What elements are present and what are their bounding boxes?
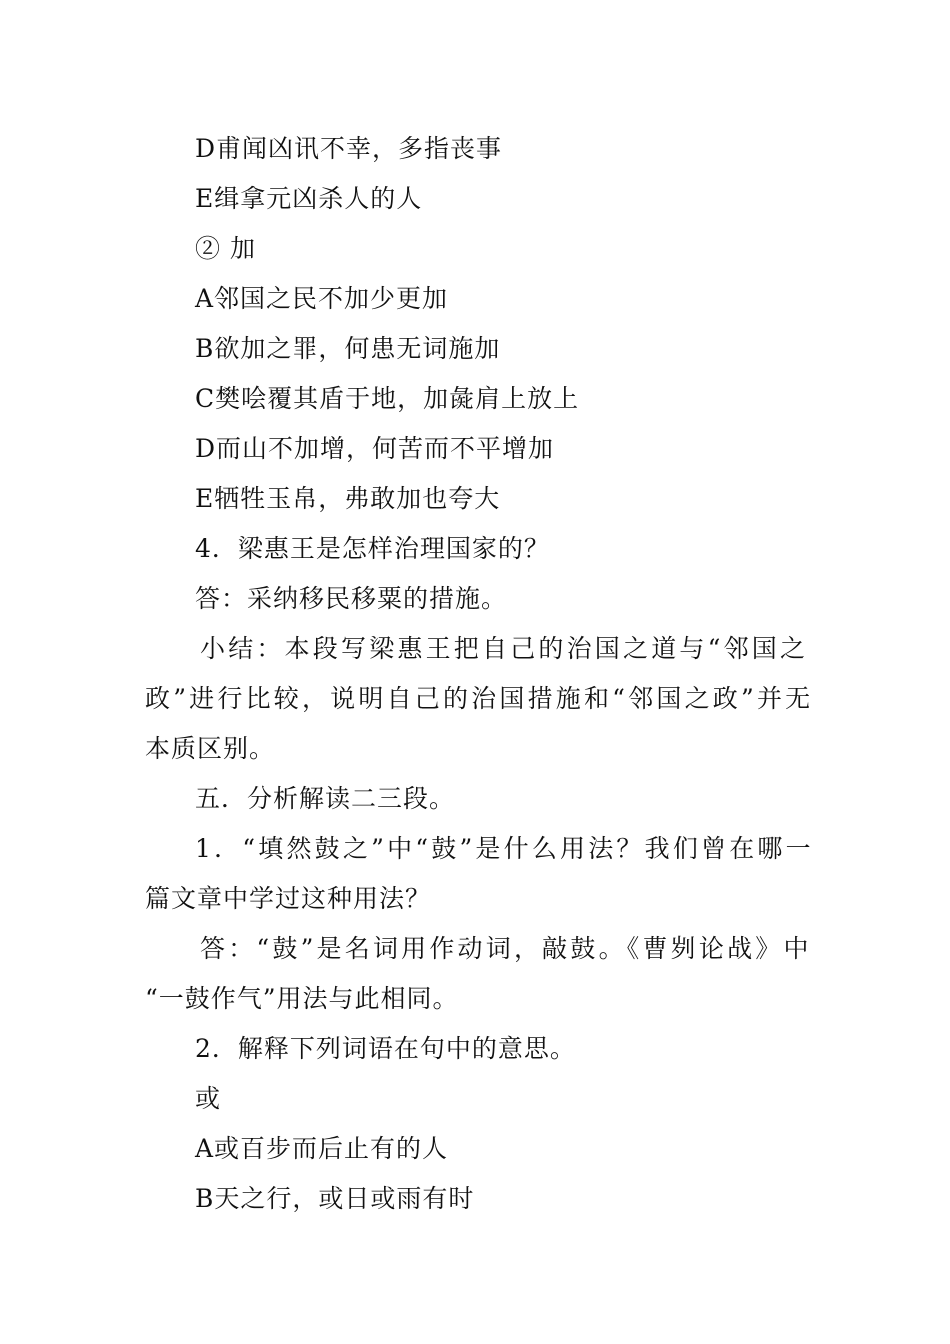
text-line: C樊哙覆其盾于地，加彘肩上放上	[195, 384, 580, 413]
text-line: A邻国之民不加少更加	[195, 284, 449, 313]
question-line: 2．解释下列词语在句中的意思。	[195, 1034, 576, 1063]
summary-line: 小结：本段写梁惠王把自己的治国之道与“邻国之	[200, 634, 809, 663]
summary-line: 本质区别。	[145, 734, 276, 763]
summary-line: 政”进行比较，说明自己的治国措施和“邻国之政”并无	[145, 684, 814, 713]
answer-line: 答：“鼓”是名词用作动词，敲鼓。《曹刿论战》中	[200, 934, 812, 963]
text-line: B欲加之罪，何患无词施加	[195, 334, 501, 363]
answer-line: “一鼓作气”用法与此相同。	[145, 984, 459, 1013]
question-line: 1．“填然鼓之”中“鼓”是什么用法？我们曾在哪一	[195, 834, 814, 863]
text-line: D而山不加增，何苦而不平增加	[195, 434, 555, 463]
text-line: B天之行，或日或雨有时	[195, 1184, 475, 1213]
text-line: 或	[195, 1084, 222, 1113]
answer-line: 答：采纳移民移粟的措施。	[195, 584, 508, 613]
text-line: A或百步而后止有的人	[195, 1134, 449, 1163]
section-heading: 五．分析解读二三段。	[195, 784, 456, 813]
text-line: ② 加	[195, 234, 256, 263]
text-line: D甫闻凶讯不幸，多指丧事	[195, 134, 503, 163]
text-line: E缉拿元凶杀人的人	[195, 184, 423, 213]
text-line: E牺牲玉帛，弗敢加也夸大	[195, 484, 501, 513]
question-line: 篇文章中学过这种用法？	[145, 884, 432, 913]
question-line: 4．梁惠王是怎样治理国家的？	[195, 534, 550, 563]
